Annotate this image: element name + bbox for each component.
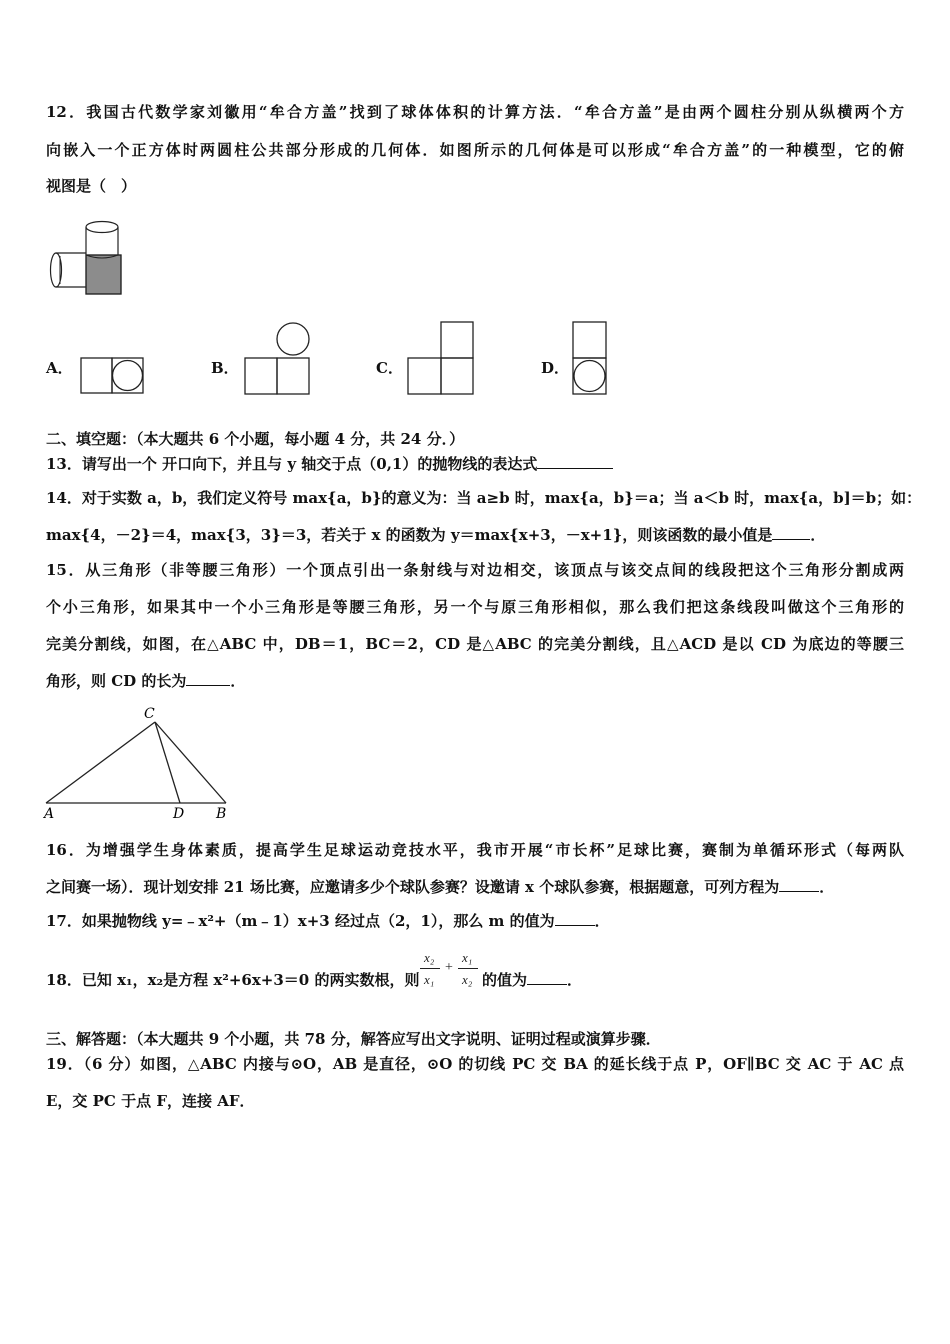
q18-line bbox=[46, 970, 419, 990]
q16-line2 bbox=[46, 877, 834, 897]
q15-label-a: A bbox=[44, 806, 55, 822]
q16-text: 之间赛一场）．现计划安排 21 场比赛，应邀请多少个球队参赛？设邀请 x 个球队参赛，根据题意，可列方程为 bbox=[46, 878, 780, 896]
q13-text: 13．请写出一个 开口向下，并且与 y 轴交于点（0,1）的抛物线的表达式 bbox=[46, 455, 538, 473]
q17-text: 17．如果抛物线 y=﹣x²+（m﹣1）x+3 经过点（2，1），那么 m 的值为 bbox=[46, 912, 555, 930]
q12-option-a-figure bbox=[80, 357, 144, 395]
q18-text-after: 的值为 bbox=[482, 971, 528, 989]
q18-frac2-bar bbox=[458, 968, 478, 969]
q12-option-b-label: B． bbox=[211, 359, 239, 377]
q15-line4 bbox=[46, 671, 245, 691]
q13-line bbox=[46, 454, 613, 474]
q15-end: ． bbox=[230, 672, 246, 690]
q18-frac1-num: x₂ bbox=[424, 950, 435, 965]
q12-option-c-figure bbox=[407, 321, 475, 395]
q12-option-b-figure bbox=[244, 321, 310, 395]
q14-answer-blank[interactable] bbox=[772, 525, 810, 540]
q14-line1: 14．对于实数 a，b，我们定义符号 max{a，b}的意义为：当 a≥b 时，max{a，b}＝a；当 a＜b 时，max{a，b]＝b；如： bbox=[46, 489, 922, 507]
q12-line1: 12．我国古代数学家刘徽用“牟合方盖”找到了球体体积的计算方法．“牟合方盖”是由两个圆柱分别从纵横两个方 bbox=[46, 103, 904, 121]
section3-heading: 三、解答题：（本大题共 9 个小题，共 78 分，解答应写出文字说明、证明过程或演算步骤． bbox=[46, 1030, 661, 1048]
q12-option-c-label: C． bbox=[376, 359, 403, 377]
q12-option-a-label: A． bbox=[46, 359, 73, 377]
q18-frac2-den: x₂ bbox=[462, 972, 473, 987]
q12-line2: 向嵌入一个正方体时两圆柱公共部分形成的几何体．如图所示的几何体是可以形成“牟合方盖”的一种模型，它的俯 bbox=[46, 141, 904, 159]
q12-model-figure bbox=[46, 218, 126, 298]
q16-end: ． bbox=[819, 878, 835, 896]
q18-frac1-bar bbox=[420, 968, 440, 969]
q18-frac1-den: x₁ bbox=[424, 972, 435, 987]
q14-end: ． bbox=[810, 526, 826, 544]
q19-line1: 19．（6 分）如图，△ABC 内接与⊙O，AB 是直径，⊙O 的切线 PC 交 BA 的延长线于点 P，OF∥BC 交 AC 于 AC 点 bbox=[46, 1055, 904, 1073]
q13-answer-blank[interactable] bbox=[537, 454, 613, 469]
q17-line bbox=[46, 911, 610, 931]
q15-line3: 完美分割线，如图，在△ABC 中，DB＝1，BC＝2，CD 是△ABC 的完美分割线，且△ACD 是以 CD 为底边的等腰三 bbox=[46, 635, 904, 653]
q15-triangle-figure bbox=[44, 704, 232, 822]
q18-frac2-num: x₁ bbox=[462, 950, 473, 965]
q15-label-c: C bbox=[144, 706, 155, 722]
q16-answer-blank[interactable] bbox=[779, 877, 819, 892]
q18-answer-blank[interactable] bbox=[527, 970, 567, 985]
q18-end: ． bbox=[567, 971, 583, 989]
q19-line2: E，交 PC 于点 F，连接 AF． bbox=[46, 1092, 255, 1110]
q14-text: max{4，－2}＝4，max{3，3}＝3，若关于 x 的函数为 y＝max{x+3，－x+1}，则该函数的最小值是 bbox=[46, 526, 773, 544]
q15-line1: 15．从三角形（非等腰三角形）一个顶点引出一条射线与对边相交，该顶点与该交点间的线段把这个三角形分割成两 bbox=[46, 561, 904, 579]
q17-end: ． bbox=[594, 912, 610, 930]
q17-answer-blank[interactable] bbox=[555, 911, 595, 926]
q15-label-d: D bbox=[173, 806, 185, 822]
q12-line3: 视图是（ ） bbox=[46, 177, 137, 195]
q18-line-end bbox=[482, 970, 582, 990]
q15-line2: 个小三角形，如果其中一个小三角形是等腰三角形，另一个与原三角形相似，那么我们把这条线段叫做这个三角形的 bbox=[46, 598, 904, 616]
q18-text-before: 18．已知 x₁，x₂是方程 x²+6x+3＝0 的两实数根，则 bbox=[46, 971, 420, 989]
q18-plus: + bbox=[445, 960, 453, 975]
q12-option-d-label: D． bbox=[541, 359, 570, 377]
q15-answer-blank[interactable] bbox=[186, 671, 230, 686]
q16-line1: 16．为增强学生身体素质，提高学生足球运动竞技水平，我市开展“市长杯”足球比赛，赛制为单循环形式（每两队 bbox=[46, 841, 904, 859]
q15-text: 角形，则 CD 的长为 bbox=[46, 672, 187, 690]
section2-heading: 二、填空题：（本大题共 6 个小题，每小题 4 分，共 24 分．） bbox=[46, 430, 465, 448]
q14-line2 bbox=[46, 525, 825, 545]
q15-label-b: B bbox=[216, 806, 227, 822]
q12-option-d-figure bbox=[572, 321, 608, 396]
